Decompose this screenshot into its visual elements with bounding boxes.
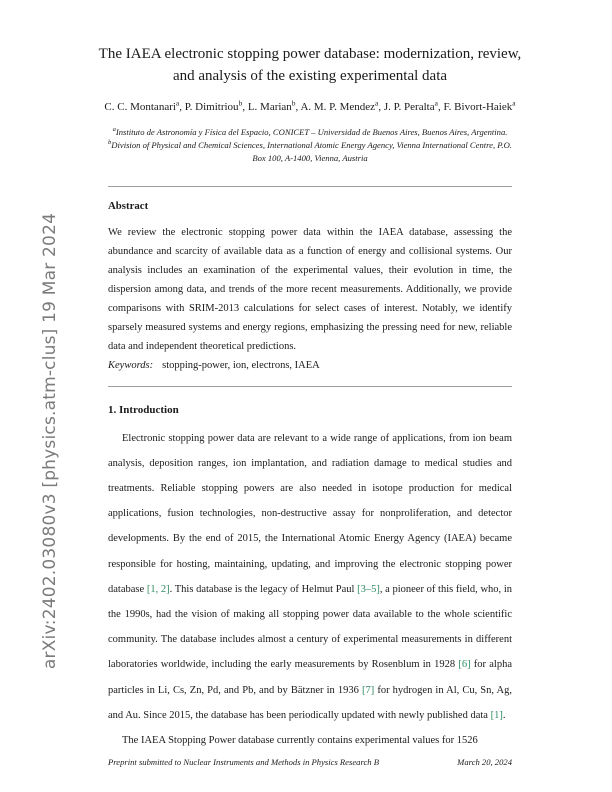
paper-title: The IAEA electronic stopping power database: modernization, review, and analysis of the existing experimental data xyxy=(98,46,522,84)
keywords-label: Keywords: xyxy=(108,359,154,371)
citation-link[interactable]: [3–5] xyxy=(357,583,380,595)
keywords-text: stopping-power, ion, electrons, IAEA xyxy=(162,359,320,371)
author-affiliation-mark: a xyxy=(175,98,180,108)
affiliation: $^b$Division of Physical and Chemical Sciences, International Atomic Energy Agency, Vienna International Centre, P.O. Box 100, A-1400, Vienna, Austria xyxy=(108,138,512,163)
citation-link[interactable]: [1, 2] xyxy=(146,583,170,595)
abstract-section xyxy=(108,186,512,387)
author-affiliation-mark: a xyxy=(375,98,379,108)
intro-paragraph-2: The IAEA Stopping Power database currently contains experimental values for 1526 xyxy=(122,734,478,746)
paragraph-text: for alpha particles in Li, Cs, Zn, Pd, and Pb, and by Bätzner in 1936 xyxy=(108,659,512,696)
citation-link[interactable]: [7] xyxy=(362,684,375,696)
affiliation-mark: a xyxy=(112,125,116,133)
author-affiliation-mark: b xyxy=(238,98,243,108)
affiliation-list xyxy=(108,126,512,165)
author-affiliation-mark: a xyxy=(434,98,438,108)
author-affiliation-mark: b xyxy=(291,98,296,108)
arxiv-watermark: arXiv:2402.03080v3 [physics.atm-clus] 19 Mar 2024 xyxy=(40,212,60,670)
intro-paragraph-1 xyxy=(108,426,512,728)
citation-link[interactable]: [1] xyxy=(490,709,503,721)
author: C. C. Montanari$^a$ xyxy=(104,98,180,113)
author-list: C. C. Montanari$^a$, P. Dimitriou$^b$, L. Marian$^b$, A. M. P. Mendez$^a$, J. P. Peralta$^a$, F. Bivort-Haiek$^a$ xyxy=(104,98,516,113)
author: A. M. P. Mendez$^a$ xyxy=(300,98,379,113)
paragraph-text: . This database is the legacy of Helmut Paul xyxy=(169,583,358,595)
citation-link[interactable]: [6] xyxy=(458,659,471,671)
footer-submission-note: Preprint submitted to Nuclear Instruments and Methods in Physics Research B xyxy=(108,757,379,767)
section-heading-introduction: 1. Introduction xyxy=(108,403,179,416)
paragraph-text: Electronic stopping power data are relevant to a wide range of applications, from ion beam analysis, deposition ranges, ion implantation, and radiation damage to medical studies and treatments. Reliable stopping powers are also needed in isotope production for medical applications, fusion technologies, non-destructive assay for nonproliferation, and detector developments. By the end of 2015, the International Atomic Energy Agency (IAEA) became responsible for hosting, maintaining, updating, and improving the electronic stopping power database xyxy=(108,432,512,595)
paragraph-text: . xyxy=(502,709,506,721)
affiliation-mark: b xyxy=(108,138,112,146)
affiliation: $^a$Instituto de Astronomía y Física del Espacio, CONICET – Universidad de Buenos Aires, Buenos Aires, Argentina. xyxy=(112,125,508,137)
paragraph-text: for hydrogen in Al, Cu, Sn, Ag, and Au. Since 2015, the database has been periodically updated with newly published data xyxy=(108,684,512,721)
author: P. Dimitriou$^b$ xyxy=(184,98,243,113)
abstract-text: We review the electronic stopping power data within the IAEA database, assessing the abundance and scarcity of available data as a function of energy and collisional systems. Our analysis includes an examination of the experimental values, their evolution in time, the dispersion among data, and trends of the more recent measurements. Additionally, we provide comparisons with SRIM-2013 calculations for select cases of interest. Notably, we identify sparsely measured systems and energy regions, emphasizing the pressing need for new, reliable data and independent theoretical predictions. xyxy=(108,226,512,352)
page-content xyxy=(98,0,522,753)
abstract-heading: Abstract xyxy=(108,199,149,212)
author: J. P. Peralta$^a$ xyxy=(383,98,438,113)
author-affiliation-mark: a xyxy=(512,98,516,108)
footer-date: March 20, 2024 xyxy=(457,757,512,767)
keywords-line xyxy=(108,356,512,375)
author: L. Marian$^b$ xyxy=(247,98,296,113)
page-footer xyxy=(108,757,512,767)
paragraph-text: , a pioneer of this field, who, in the 1990s, had the vision of making all stopping power data available to the whole scientific community. The database includes almost a century of experimental measurements in different laboratories worldwide, including the early measurements by Rosenblum in 1928 xyxy=(108,583,512,671)
author: F. Bivort-Haiek$^a$ xyxy=(443,98,516,113)
